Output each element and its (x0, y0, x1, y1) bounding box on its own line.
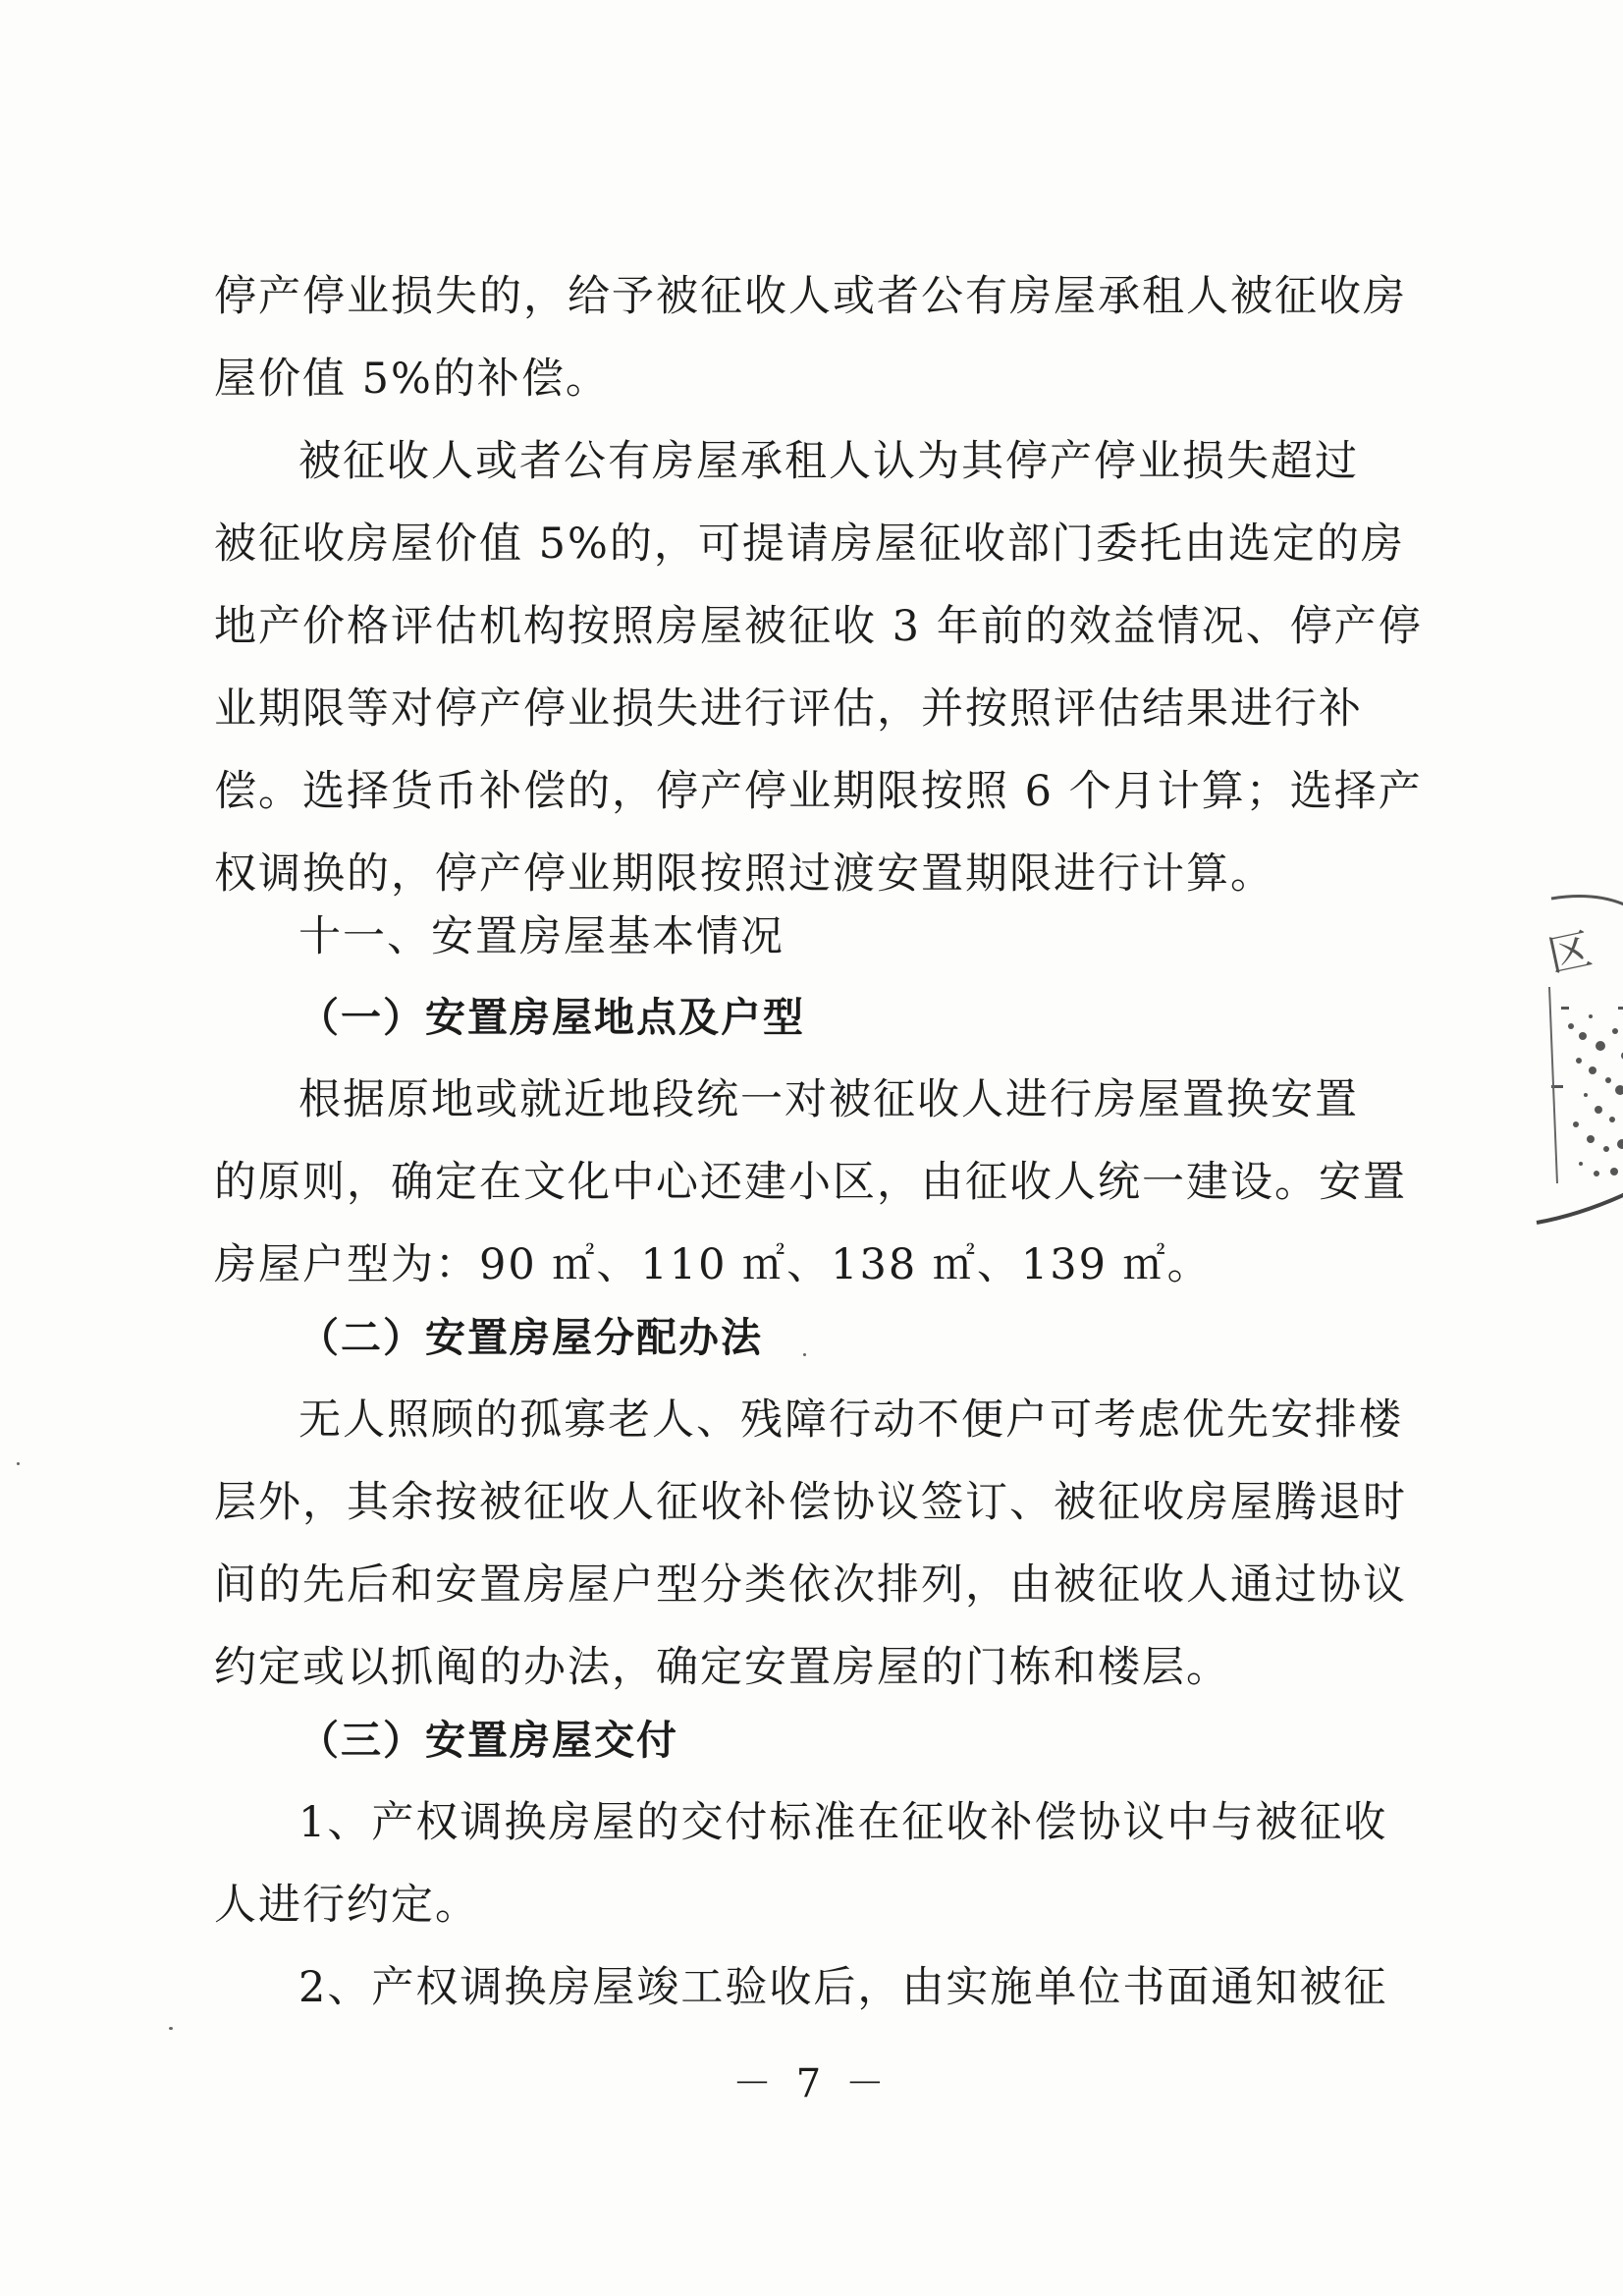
text-line: 间的先后和安置房屋户型分类依次排列，由被征收人通过协议 (214, 1560, 1407, 1610)
scan-speck (169, 2027, 173, 2030)
text-line: 权调换的，停产停业期限按照过渡安置期限进行计算。 (214, 849, 1274, 899)
subsection-heading: （三）安置房屋交付 (298, 1717, 678, 1764)
section-heading: 十一、安置房屋基本情况 (298, 912, 784, 961)
text-line: 业期限等对停产停业损失进行评估，并按照评估结果进行补 (214, 684, 1363, 734)
subsection-heading: （二）安置房屋分配办法 (298, 1314, 763, 1361)
subsection-heading: （一）安置房屋地点及户型 (298, 994, 805, 1041)
text-line: 偿。选择货币补偿的，停产停业期限按照 6 个月计算；选择产 (214, 767, 1423, 816)
text-line: 层外，其余按被征收人征收补偿协议签订、被征收房屋腾退时 (214, 1478, 1407, 1527)
text-line: 屋价值 5%的补偿。 (214, 355, 610, 404)
scan-speck (803, 1353, 806, 1356)
text-line: 人进行约定。 (214, 1881, 479, 1930)
text-line: 被征收人或者公有房屋承租人认为其停产停业损失超过 (298, 437, 1359, 486)
text-line: 根据原地或就近地段统一对被征收人进行房屋置换安置 (298, 1075, 1359, 1124)
text-line: 被征收房屋价值 5%的，可提请房屋征收部门委托由选定的房 (214, 519, 1405, 569)
text-line: 约定或以抓阄的办法，确定安置房屋的门栋和楼层。 (214, 1643, 1230, 1692)
stamp-text: 区 (1543, 924, 1596, 983)
text-line: 无人照顾的孤寡老人、残障行动不便户可考虑优先安排楼 (298, 1395, 1403, 1445)
seal-stamp (1532, 889, 1623, 1252)
text-line: 房屋户型为：90 ㎡、110 ㎡、138 ㎡、139 ㎡。 (214, 1240, 1212, 1289)
text-line: 停产停业损失的，给予被征收人或者公有房屋承租人被征收房 (214, 272, 1407, 321)
text-line: 2、产权调换房屋竣工验收后，由实施单位书面通知被征 (298, 1963, 1388, 2012)
scan-speck (17, 1462, 20, 1465)
text-line: 的原则，确定在文化中心还建小区，由征收人统一建设。安置 (214, 1158, 1407, 1207)
text-line: 地产价格评估机构按照房屋被征收 3 年前的效益情况、停产停 (214, 602, 1423, 651)
text-line: 1、产权调换房屋的交付标准在征收补偿协议中与被征收 (298, 1798, 1388, 1847)
page-number: － 7 － (732, 2061, 891, 2106)
